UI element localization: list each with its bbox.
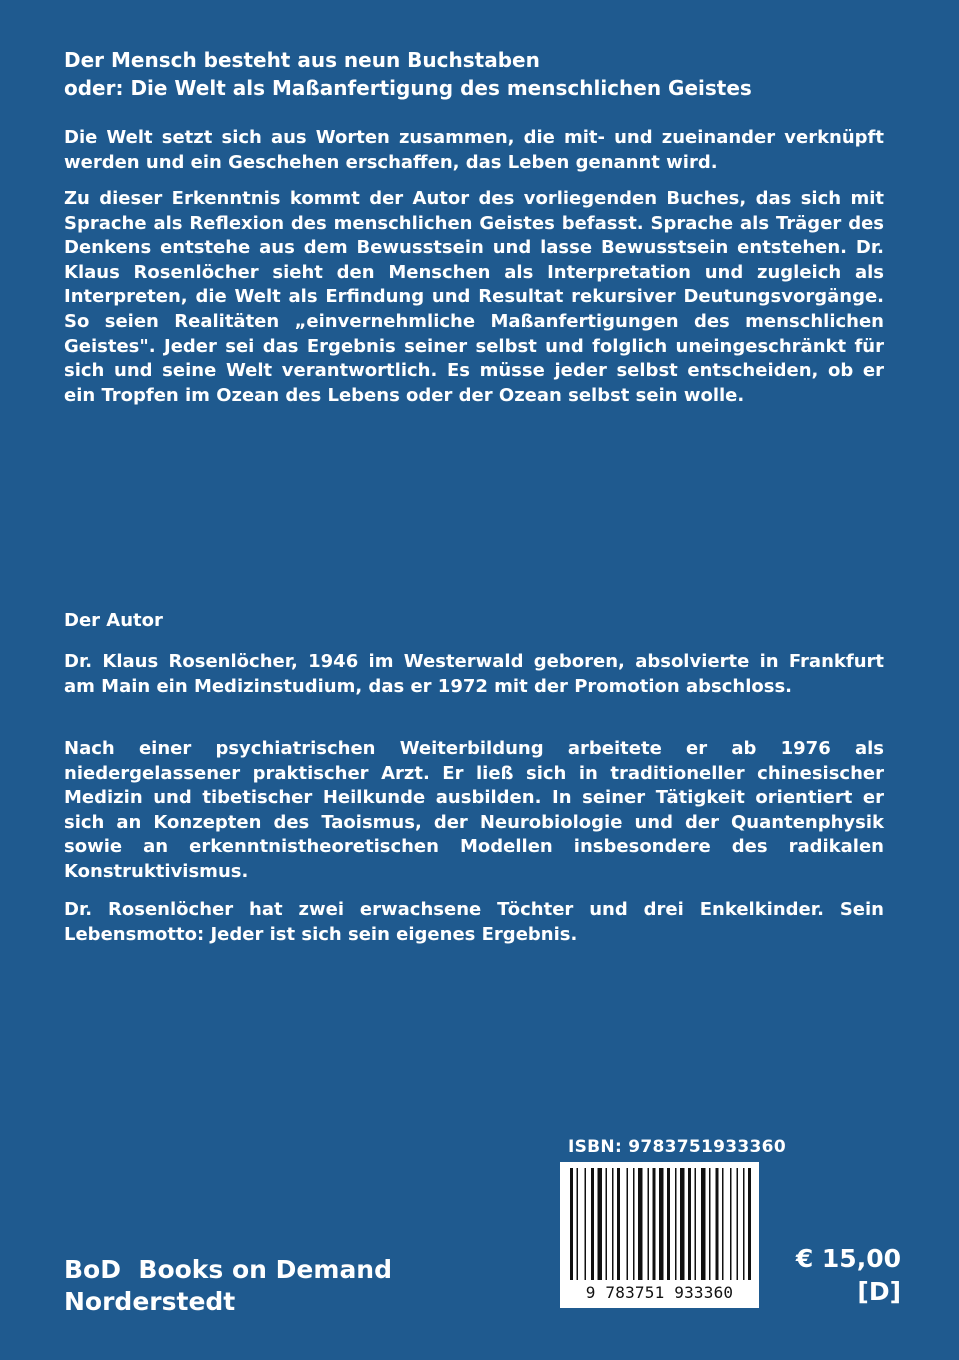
barcode-bar: [612, 1168, 614, 1280]
barcode-bar: [627, 1168, 629, 1280]
author-paragraph-1: Dr. Klaus Rosenlöcher, 1946 im Westerwald geboren, absolvierte in Frankfurt am Main ein Medizinstudium, das er 1972 mit der Promotion abschloss.: [64, 651, 884, 697]
barcode-bar: [722, 1168, 724, 1280]
title-line-2: oder: Die Welt als Maßanfertigung des menschlichen Geistes: [64, 76, 752, 100]
barcode-bar: [659, 1168, 664, 1280]
price-amount: € 15,00: [795, 1244, 901, 1273]
description-paragraph-1: Die Welt setzt sich aus Worten zusammen, die mit- und zueinander verknüpft werden und ein Geschehen erschaffen, das Leben genannt wird.: [64, 127, 884, 173]
barcode-bar: [730, 1168, 732, 1280]
price-region: [D]: [857, 1277, 901, 1306]
title-line-1: Der Mensch besteht aus neun Buchstaben: [64, 48, 540, 72]
barcode-bar: [748, 1168, 751, 1280]
book-title: [64, 46, 894, 102]
isbn-label: ISBN: 9783751933360: [568, 1137, 786, 1157]
barcode-digits: 9 783751 933360: [585, 1283, 734, 1302]
barcode-bar: [701, 1168, 706, 1280]
publisher: [64, 1254, 392, 1318]
barcode-bar: [648, 1168, 650, 1280]
barcode-bar: [598, 1168, 603, 1280]
author-heading: Der Autor: [64, 610, 163, 631]
barcode-bar: [716, 1168, 719, 1280]
price: [796, 1242, 901, 1308]
barcode-bar: [680, 1168, 685, 1280]
description-paragraph-2: Zu dieser Erkenntnis kommt der Autor des vorliegenden Buches, das sich mit Sprache als Reflexion des menschlichen Geistes befasst. Sprache als Träger des Denkens entstehe aus dem Bewusstsein und lasse Bewusstsein entstehen. Dr. Klaus Rosenlöcher sieht den Menschen als Interpretation und zugleich als Interpreten, die Welt als Erfindung und Resultat rekursiver Deutungsvorgänge. So seien Realitäten „einvernehmliche Maßanfertigungen des menschlichen Geistes". Jeder sei das Ergebnis seiner selbst und folglich uneingeschränkt für sich und seine Welt verantwortlich. Es müsse jeder selbst entscheiden, ob er ein Tropfen im Ozean des Lebens oder der Ozean selbst sein wolle.: [64, 188, 884, 406]
barcode-bar: [606, 1168, 608, 1280]
barcode-bar: [695, 1168, 697, 1280]
barcode-bar: [638, 1168, 643, 1280]
author-paragraph-3: Dr. Rosenlöcher hat zwei erwachsene Töchter und drei Enkelkinder. Sein Lebensmotto: Jeder ist sich sein eigenes Ergebnis.: [64, 899, 884, 945]
publisher-line-1: BoD Books on Demand: [64, 1255, 393, 1284]
barcode-bar: [688, 1168, 691, 1280]
barcode-bar: [585, 1168, 587, 1280]
barcode-bar: [667, 1168, 670, 1280]
publisher-line-2: Norderstedt: [64, 1287, 236, 1316]
barcode-bar: [737, 1168, 739, 1280]
barcode-bar: [653, 1168, 656, 1280]
barcode-bar: [591, 1168, 594, 1280]
barcode-bar: [577, 1168, 579, 1280]
barcode-bar: [709, 1168, 711, 1280]
barcode-bar: [675, 1168, 677, 1280]
barcode-bar: [633, 1168, 635, 1280]
barcode-bar: [617, 1168, 620, 1280]
author-paragraph-2: Nach einer psychiatrischen Weiterbildung arbeitete er ab 1976 als niedergelassener praktischer Arzt. Er ließ sich in traditioneller chinesischer Medizin und tibetischer Heilkunde ausbilden. In seiner Tätigkeit orientiert er sich an Konzepten des Taoismus, der Neurobiologie und der Quantenphysik sowie an erkenntnistheoretischen Modellen insbesondere des radikalen Konstruktivismus.: [64, 738, 884, 882]
barcode: [560, 1162, 759, 1308]
barcode-bar: [743, 1168, 745, 1280]
barcode-bar: [570, 1168, 573, 1280]
